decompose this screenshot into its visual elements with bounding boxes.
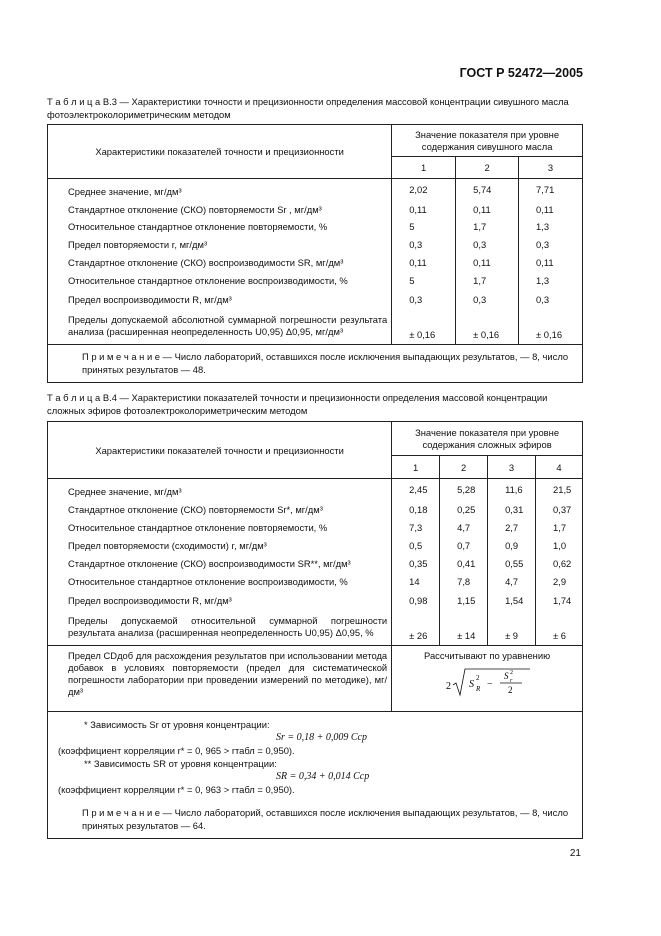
svg-text:2: 2 [476,674,480,682]
svg-text:2: 2 [446,681,452,692]
row-label: Предел повторяемости (сходимости) r, мг/дм³ [48,537,392,555]
row-value: 0,18 [392,501,440,519]
svg-text:2: 2 [510,670,514,676]
table-row [48,290,583,309]
footnote-1-correlation: (коэффициент корреляции r* = 0, 965 > rтабл = 0,950). [58,745,295,756]
row-value: 0,35 [392,555,440,573]
row-value: 21,5 [536,479,583,501]
row-value: ± 0,16 [519,309,583,345]
row-value: 0,3 [456,236,519,254]
row-value: 0,41 [440,555,488,573]
table-b4-cd-cell [392,646,583,712]
svg-text:2: 2 [508,685,513,695]
row-value: 4,7 [440,519,488,537]
row-value: 0,11 [456,201,519,218]
table-b3-level: 3 [519,157,583,179]
cd-formula-sqrt [442,665,532,699]
row-value: 4,7 [488,573,536,591]
table-b4-group-header: Значение показателя при уровне содержания сложных эфиров [392,422,583,456]
table-b4-level: 2 [440,456,488,479]
row-label: Стандартное отклонение (СКО) повторяемости Sr , мг/дм³ [48,201,392,218]
row-value: 14 [392,573,440,591]
row-value: 0,98 [392,591,440,610]
row-value: 1,0 [536,537,583,555]
footnote-2-title: ** Зависимость SR от уровня концентрации: [84,758,277,769]
row-value: 7,8 [440,573,488,591]
row-value: 0,3 [519,290,583,309]
row-value: 5,28 [440,479,488,501]
row-label: Относительное стандартное отклонение воспроизводимости, % [48,272,392,290]
row-label: Относительное стандартное отклонение повторяемости, % [48,519,392,537]
row-value: 1,3 [519,218,583,236]
row-value: 0,3 [392,290,456,309]
row-label: Среднее значение, мг/дм³ [48,479,392,501]
svg-text:−: − [487,679,493,690]
row-value: 5 [392,272,456,290]
row-value: 0,7 [440,537,488,555]
table-b3-col-header: Характеристики показателей точности и прецизионности [48,125,392,179]
row-value: 5,74 [456,179,519,201]
row-value: 0,55 [488,555,536,573]
footnote-2-formula: SR = 0,34 + 0,014 Cср [276,771,370,782]
table-b4-footnotes [48,712,583,839]
row-value: 0,31 [488,501,536,519]
table-row [48,519,583,537]
table-b3-note: П р и м е ч а н и е — Число лабораторий, оставшихся после исключения выпадающих результатов, — 8, число принятых результатов — 48. [48,345,583,383]
row-value: ± 26 [392,610,440,646]
row-value: 0,11 [392,201,456,218]
table-b4-caption: Т а б л и ц а В.4 — Характеристики показателей точности и прецизионности определения массовой концентрации сложных эфиров фотоэлектроколориметрическим методом [47,392,548,416]
table-b3-caption: Т а б л и ц а В.3 — Характеристики точности и прецизионности определения массовой концентрации сивушного масла фотоэлектроколориметрическим методом [47,96,569,120]
row-value: 11,6 [488,479,536,501]
table-b3-level: 2 [456,157,519,179]
table-b3-level: 1 [392,157,456,179]
row-label: Предел воспроизводимости R, мг/дм³ [48,591,392,610]
row-value: 0,11 [456,254,519,272]
table-b4-level: 1 [392,456,440,479]
row-value: 2,7 [488,519,536,537]
page-number: 21 [569,848,581,859]
row-value: 1,7 [456,272,519,290]
row-label: Стандартное отклонение (СКО) воспроизводимости SR, мг/дм³ [48,254,392,272]
table-b3-group-header: Значение показателя при уровне содержания сивушного масла [392,125,583,157]
row-value: 0,11 [392,254,456,272]
table-row [48,501,583,519]
row-label: Стандартное отклонение (СКО) воспроизводимости SR**, мг/дм³ [48,555,392,573]
row-label: Относительное стандартное отклонение повторяемости, % [48,218,392,236]
row-value: 2,45 [392,479,440,501]
row-value: 1,7 [536,519,583,537]
row-label: Среднее значение, мг/дм³ [48,179,392,201]
table-row [48,537,583,555]
row-value: 1,3 [519,272,583,290]
row-value: 0,5 [392,537,440,555]
row-value: 0,37 [536,501,583,519]
table-b4-cd-value: Рассчитывают по уравнению [424,650,551,661]
svg-text:S: S [504,671,509,681]
svg-text:S: S [469,679,475,690]
row-value: 2,9 [536,573,583,591]
row-value: 0,3 [456,290,519,309]
table-row [48,254,583,272]
table-row [48,236,583,254]
row-value: 1,15 [440,591,488,610]
row-value: 7,71 [519,179,583,201]
table-b4-cd-label: Предел CDдоб для расхождения результатов при использовании метода добавок в условиях повторяемости (предел для систематической погрешности лаборатории при проведении измерений по методике), мг/дм³ [48,646,392,712]
table-b4-level: 4 [536,456,583,479]
table-row [48,201,583,218]
table-b4 [47,421,583,839]
row-value: ± 0,16 [456,309,519,345]
table-row [48,309,583,345]
row-label: Предел повторяемости r, мг/дм³ [48,236,392,254]
table-b3 [47,124,583,383]
table-b4-level: 3 [488,456,536,479]
row-value: 7,3 [392,519,440,537]
table-row [48,591,583,610]
table-row [48,272,583,290]
row-value: ± 9 [488,610,536,646]
row-value: 1,7 [456,218,519,236]
row-label: Предел воспроизводимости R, мг/дм³ [48,290,392,309]
footnote-2-correlation: (коэффициент корреляции r* = 0, 963 > rтабл = 0,950). [58,784,295,795]
table-row [48,179,583,201]
row-value: 0,9 [488,537,536,555]
footnote-1-title: * Зависимость Sr от уровня концентрации: [84,719,270,730]
row-value: 0,25 [440,501,488,519]
svg-text:R: R [476,685,481,693]
row-value: ± 14 [440,610,488,646]
row-value: 2,02 [392,179,456,201]
table-row [48,479,583,501]
svg-text:r: r [510,678,513,684]
row-label: Стандартное отклонение (СКО) повторяемости Sr*, мг/дм³ [48,501,392,519]
row-value: 0,3 [519,236,583,254]
row-value: 0,62 [536,555,583,573]
row-value: 1,54 [488,591,536,610]
row-label: Пределы допускаемой абсолютной суммарной погрешности результата анализа (расширенная неопределенность U0,95) Δ0,95, мг/дм³ [48,309,392,345]
row-value: ± 0,16 [392,309,456,345]
row-value: ± 6 [536,610,583,646]
row-value: 0,11 [519,254,583,272]
row-value: 0,3 [392,236,456,254]
table-row [48,555,583,573]
document-header: ГОСТ Р 52472—2005 [459,66,583,80]
table-row [48,218,583,236]
table-row [48,573,583,591]
row-label: Относительное стандартное отклонение воспроизводимости, % [48,573,392,591]
row-label: Пределы допускаемой относительной суммарной погрешности результата анализа (расширенная неопределенность U0,95) Δ0,95, % [48,610,392,646]
row-value: 5 [392,218,456,236]
row-value: 0,11 [519,201,583,218]
table-row [48,610,583,646]
footnote-1-formula: Sr = 0,18 + 0,009 Cср [276,732,367,743]
table-b4-col-header: Характеристики показателей точности и прецизионности [48,422,392,479]
row-value: 1,74 [536,591,583,610]
table-b4-note: П р и м е ч а н и е — Число лабораторий, оставшихся после исключения выпадающих результатов, — 8, число принятых результатов — 64. [82,807,569,831]
